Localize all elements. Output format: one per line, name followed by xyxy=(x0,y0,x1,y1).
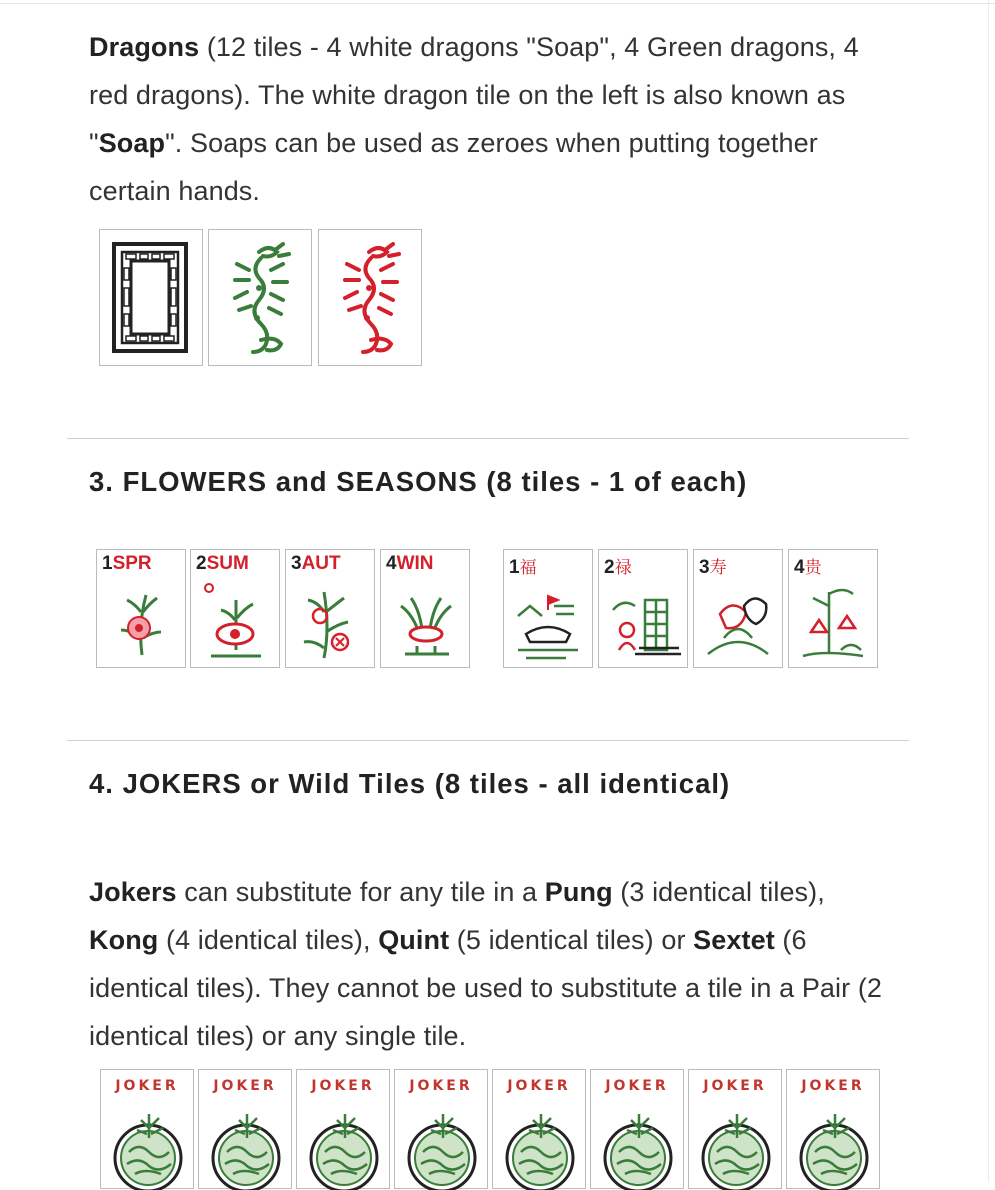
jokers-paragraph xyxy=(89,868,889,1060)
jokers-text-2: (3 identical tiles), xyxy=(612,877,825,907)
jokers-text-3: (4 identical tiles), xyxy=(158,925,379,955)
flower-3-scene-icon xyxy=(694,550,784,669)
joker-dragon-icon xyxy=(199,1070,293,1190)
tile-label: 福 xyxy=(519,558,537,578)
tile-label: SUM xyxy=(206,553,249,574)
joker-dragon-icon xyxy=(297,1070,391,1190)
joker-dragon-icon xyxy=(493,1070,587,1190)
joker-label: JOKER xyxy=(115,1078,179,1094)
pung-term: Pung xyxy=(544,877,613,907)
joker-dragon-icon xyxy=(101,1070,195,1190)
tile-label: 贵 xyxy=(804,558,822,578)
joker-tile xyxy=(100,1069,194,1189)
joker-tile xyxy=(394,1069,488,1189)
red-dragon-tile xyxy=(318,229,422,366)
joker-dragon-icon xyxy=(689,1070,783,1190)
kong-term: Kong xyxy=(89,925,159,955)
sextet-term: Sextet xyxy=(693,925,775,955)
joker-tile xyxy=(688,1069,782,1189)
jokers-term: Jokers xyxy=(89,877,177,907)
flower-2-scene-icon xyxy=(599,550,689,669)
right-border xyxy=(988,0,989,1182)
green-dragon-icon xyxy=(209,230,313,367)
red-dragon-icon xyxy=(319,230,423,367)
winter-flower-icon xyxy=(381,550,471,669)
tile-number: 1 xyxy=(509,557,520,578)
dragons-term: Dragons xyxy=(89,32,200,62)
tile-label: AUT xyxy=(301,553,341,574)
joker-label: JOKER xyxy=(409,1078,473,1094)
tile-number: 4 xyxy=(386,553,397,574)
green-dragon-tile xyxy=(208,229,312,366)
tile-label: SPR xyxy=(112,553,152,574)
tile-number: 4 xyxy=(794,557,805,578)
joker-dragon-icon xyxy=(591,1070,685,1190)
dragons-paragraph xyxy=(89,23,889,215)
tile-label: 禄 xyxy=(614,558,632,578)
summer-flower-icon xyxy=(191,550,281,669)
dragons-text-1: (12 tiles - 4 white dragons "Soap", 4 Green dragons, 4 red dragons). The white dragon tile on the left is also known as " xyxy=(89,32,859,158)
flower-tile-3 xyxy=(693,549,783,668)
autumn-flower-icon xyxy=(286,550,376,669)
joker-label: JOKER xyxy=(213,1078,277,1094)
joker-label: JOKER xyxy=(605,1078,669,1094)
joker-label: JOKER xyxy=(703,1078,767,1094)
joker-dragon-icon xyxy=(787,1070,881,1190)
joker-dragon-icon xyxy=(395,1070,489,1190)
joker-tile xyxy=(786,1069,880,1189)
tile-number: 3 xyxy=(699,557,710,578)
season-tile-autumn xyxy=(285,549,375,668)
quint-term: Quint xyxy=(378,925,450,955)
flowers-seasons-title: 3. FLOWERS and SEASONS (8 tiles - 1 of each) xyxy=(89,466,748,497)
season-tile-summer xyxy=(190,549,280,668)
joker-tile xyxy=(492,1069,586,1189)
jokers-text-4: (5 identical tiles) or xyxy=(449,925,694,955)
tile-number: 2 xyxy=(196,553,207,574)
white-dragon-tile xyxy=(99,229,203,366)
flower-tile-4 xyxy=(788,549,878,668)
joker-tile xyxy=(198,1069,292,1189)
flower-4-scene-icon xyxy=(789,550,879,669)
tile-label: WIN xyxy=(396,553,434,574)
joker-tile xyxy=(590,1069,684,1189)
tile-number: 1 xyxy=(102,553,113,574)
spring-flower-icon xyxy=(97,550,187,669)
dragons-text-2: ". Soaps can be used as zeroes when putting together certain hands. xyxy=(89,128,818,206)
flower-tile-2 xyxy=(598,549,688,668)
soap-term: Soap xyxy=(98,128,166,158)
tile-label: 寿 xyxy=(709,558,727,578)
white-dragon-icon xyxy=(100,230,204,367)
jokers-title: 4. JOKERS or Wild Tiles (8 tiles - all identical) xyxy=(89,768,731,799)
divider xyxy=(67,438,909,439)
season-tile-winter xyxy=(380,549,470,668)
joker-label: JOKER xyxy=(801,1078,865,1094)
flower-tile-1 xyxy=(503,549,593,668)
season-tile-spring xyxy=(96,549,186,668)
tile-number: 2 xyxy=(604,557,615,578)
jokers-text-1: can substitute for any tile in a xyxy=(176,877,545,907)
divider xyxy=(67,740,909,741)
joker-tile xyxy=(296,1069,390,1189)
joker-label: JOKER xyxy=(507,1078,571,1094)
joker-label: JOKER xyxy=(311,1078,375,1094)
jokers-text-5: (6 identical tiles). They cannot be used to substitute a tile in a Pair (2 identical tiles) or any single tile. xyxy=(89,925,883,1051)
top-border xyxy=(0,3,995,4)
tile-number: 3 xyxy=(291,553,302,574)
flower-1-scene-icon xyxy=(504,550,594,669)
